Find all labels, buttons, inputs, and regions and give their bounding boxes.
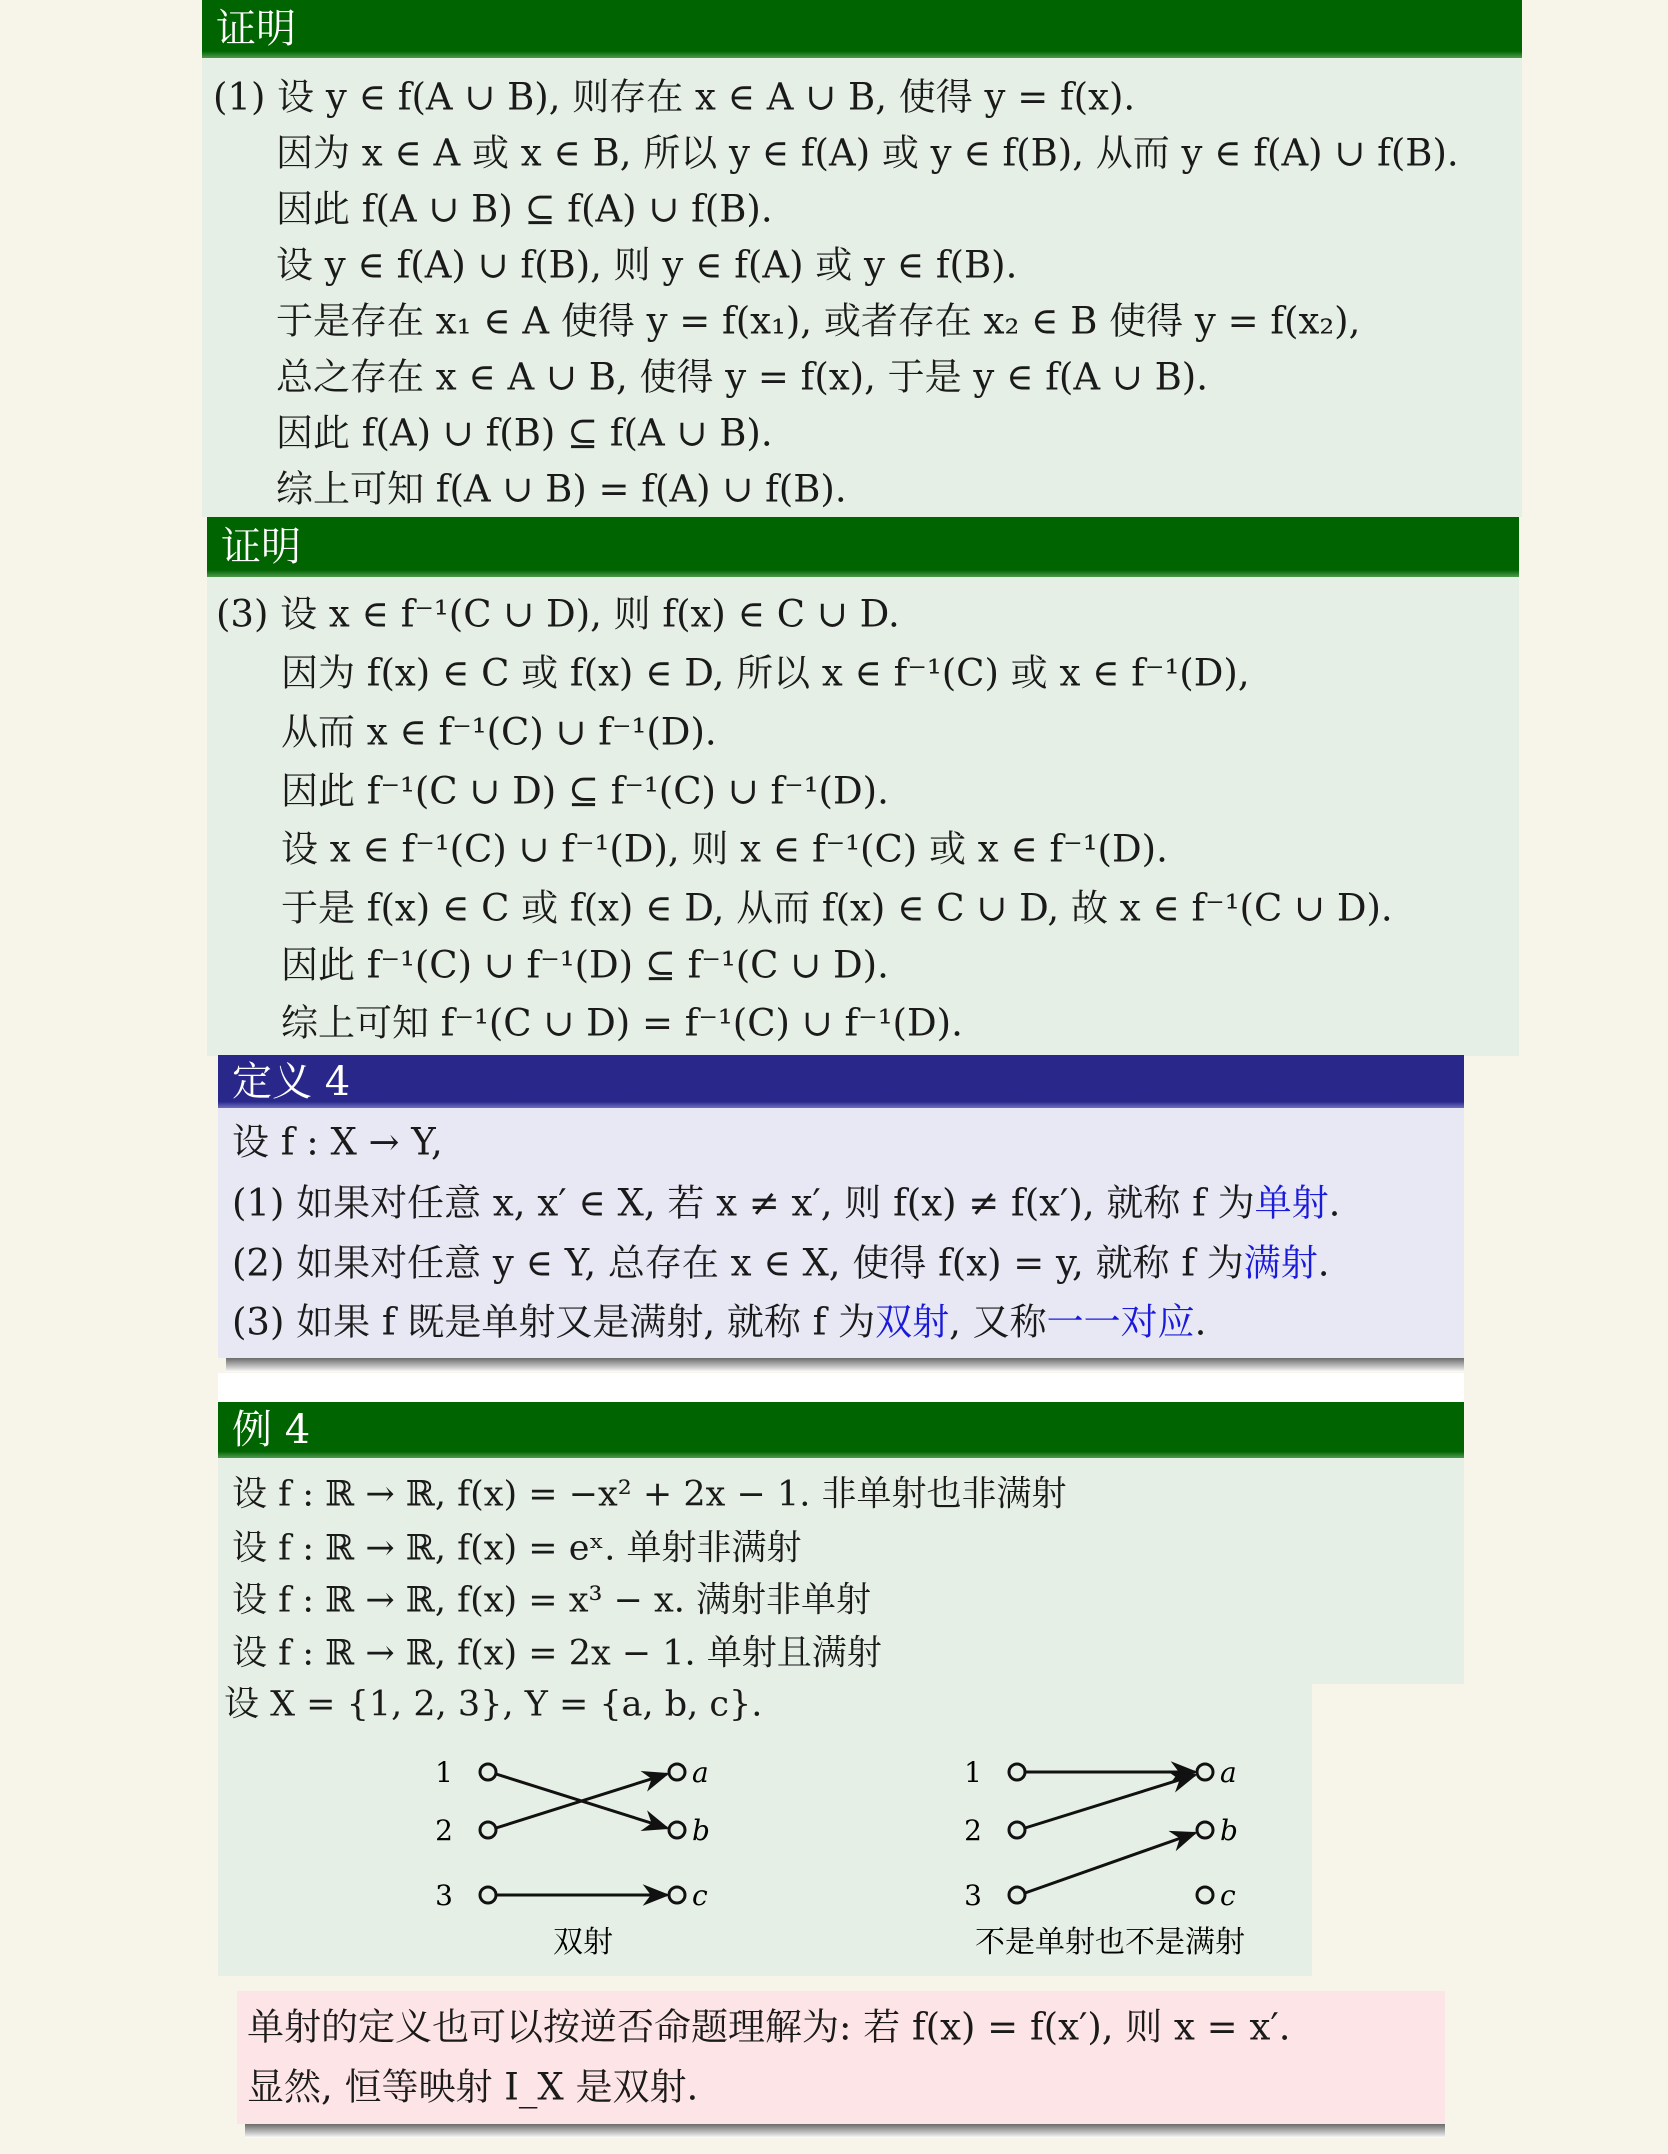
proof-block-1	[202, 0, 1522, 517]
definition-item-1: (1) 如果对任意 x, x′ ∈ X, 若 x ≠ x′, 则 f(x) ≠ f(x′), 就称 f 为单射.	[232, 1181, 1341, 1225]
neither-diagram	[964, 1756, 1245, 1960]
definition-header	[218, 1055, 1464, 1108]
proof-line: 因此 f(A ∪ B) ⊆ f(A) ∪ f(B).	[276, 187, 773, 231]
definition-intro: 设 f : X → Y,	[232, 1120, 443, 1164]
example-line: 设 X = {1, 2, 3}, Y = {a, b, c}.	[224, 1684, 763, 1725]
example-block	[218, 1402, 1464, 1976]
svg-text:3: 3	[964, 1879, 982, 1912]
note-shadow	[245, 2124, 1445, 2138]
definition-shadow	[226, 1358, 1464, 1372]
proof-header	[202, 0, 1522, 58]
svg-text:1: 1	[435, 1756, 453, 1789]
proof-line: 综上可知 f(A ∪ B) = f(A) ∪ f(B).	[276, 467, 847, 511]
svg-text:2: 2	[964, 1814, 982, 1847]
svg-text:c: c	[1220, 1879, 1236, 1912]
example-line: 设 f : ℝ → ℝ, f(x) = −x² + 2x − 1. 非单射也非满射	[232, 1474, 1067, 1515]
svg-text:b: b	[1220, 1814, 1238, 1847]
proof-line: 从而 x ∈ f⁻¹(C) ∪ f⁻¹(D).	[281, 710, 717, 754]
proof-line: (1) 设 y ∈ f(A ∪ B), 则存在 x ∈ A ∪ B, 使得 y = f(x).	[213, 75, 1136, 119]
proof-line: 因此 f⁻¹(C ∪ D) ⊆ f⁻¹(C) ∪ f⁻¹(D).	[281, 769, 889, 813]
term-bijection: 双射	[875, 1300, 950, 1344]
proof-line: 因此 f(A) ∪ f(B) ⊆ f(A ∪ B).	[276, 411, 773, 455]
note-line: 显然, 恒等映射 I_X 是双射.	[247, 2065, 699, 2109]
example-line: 设 f : ℝ → ℝ, f(x) = x³ − x. 满射非单射	[232, 1580, 872, 1621]
note-block	[237, 1991, 1445, 2141]
svg-text:2: 2	[435, 1814, 453, 1847]
example-line: 设 f : ℝ → ℝ, f(x) = 2x − 1. 单射且满射	[232, 1633, 882, 1674]
definition-title: 定义 4	[232, 1058, 351, 1105]
svg-text:a: a	[1220, 1756, 1237, 1789]
proof-line: (3) 设 x ∈ f⁻¹(C ∪ D), 则 f(x) ∈ C ∪ D.	[216, 592, 900, 636]
proof-line: 综上可知 f⁻¹(C ∪ D) = f⁻¹(C) ∪ f⁻¹(D).	[281, 1001, 963, 1045]
bijection-diagram	[435, 1756, 710, 1960]
proof-line: 因为 x ∈ A 或 x ∈ B, 所以 y ∈ f(A) 或 y ∈ f(B), 从而 y ∈ f(A) ∪ f(B).	[276, 131, 1459, 175]
proof-block-2	[207, 517, 1519, 1056]
proof-line: 因此 f⁻¹(C) ∪ f⁻¹(D) ⊆ f⁻¹(C ∪ D).	[281, 943, 889, 987]
definition-block	[218, 1055, 1464, 1373]
proof-header	[207, 517, 1519, 577]
term-one-to-one: 一一对应	[1046, 1300, 1195, 1344]
proof-line: 设 y ∈ f(A) ∪ f(B), 则 y ∈ f(A) 或 y ∈ f(B).	[276, 243, 1018, 287]
gap	[218, 1373, 1464, 1402]
svg-text:1: 1	[964, 1756, 982, 1789]
proof-body	[207, 577, 1519, 1056]
note-line: 单射的定义也可以按逆否命题理解为: 若 f(x) = f(x′), 则 x = x′.	[247, 2005, 1291, 2049]
proof-title: 证明	[221, 524, 301, 570]
example-title: 例 4	[232, 1407, 311, 1453]
diagram-caption-bijection: 双射	[553, 1925, 613, 1960]
proof-line: 因为 f(x) ∈ C 或 f(x) ∈ D, 所以 x ∈ f⁻¹(C) 或 x ∈ f⁻¹(D),	[281, 651, 1250, 695]
proof-line: 于是存在 x₁ ∈ A 使得 y = f(x₁), 或者存在 x₂ ∈ B 使得 y = f(x₂),	[276, 299, 1361, 343]
diagram-caption-neither: 不是单射也不是满射	[975, 1925, 1245, 1960]
svg-text:b: b	[692, 1814, 710, 1847]
term-surjection: 满射	[1243, 1241, 1318, 1285]
note-body	[237, 1991, 1445, 2124]
svg-text:a: a	[692, 1756, 709, 1789]
svg-text:3: 3	[435, 1879, 453, 1912]
proof-line: 于是 f(x) ∈ C 或 f(x) ∈ D, 从而 f(x) ∈ C ∪ D, 故 x ∈ f⁻¹(C ∪ D).	[281, 886, 1393, 930]
proof-body	[202, 58, 1522, 517]
svg-text:c: c	[692, 1879, 708, 1912]
example-line: 设 f : ℝ → ℝ, f(x) = eˣ. 单射非满射	[232, 1528, 802, 1569]
definition-item-3: (3) 如果 f 既是单射又是满射, 就称 f 为双射, 又称一一对应.	[232, 1300, 1207, 1344]
mapping-diagrams	[218, 1402, 1464, 1976]
proof-line: 设 x ∈ f⁻¹(C) ∪ f⁻¹(D), 则 x ∈ f⁻¹(C) 或 x ∈ f⁻¹(D).	[281, 827, 1168, 871]
proof-line: 总之存在 x ∈ A ∪ B, 使得 y = f(x), 于是 y ∈ f(A ∪ B).	[276, 355, 1208, 399]
proof-title: 证明	[216, 6, 296, 52]
term-injection: 单射	[1254, 1181, 1329, 1225]
definition-item-2: (2) 如果对任意 y ∈ Y, 总存在 x ∈ X, 使得 f(x) = y, 就称 f 为满射.	[232, 1241, 1330, 1285]
definition-body	[218, 1108, 1464, 1358]
